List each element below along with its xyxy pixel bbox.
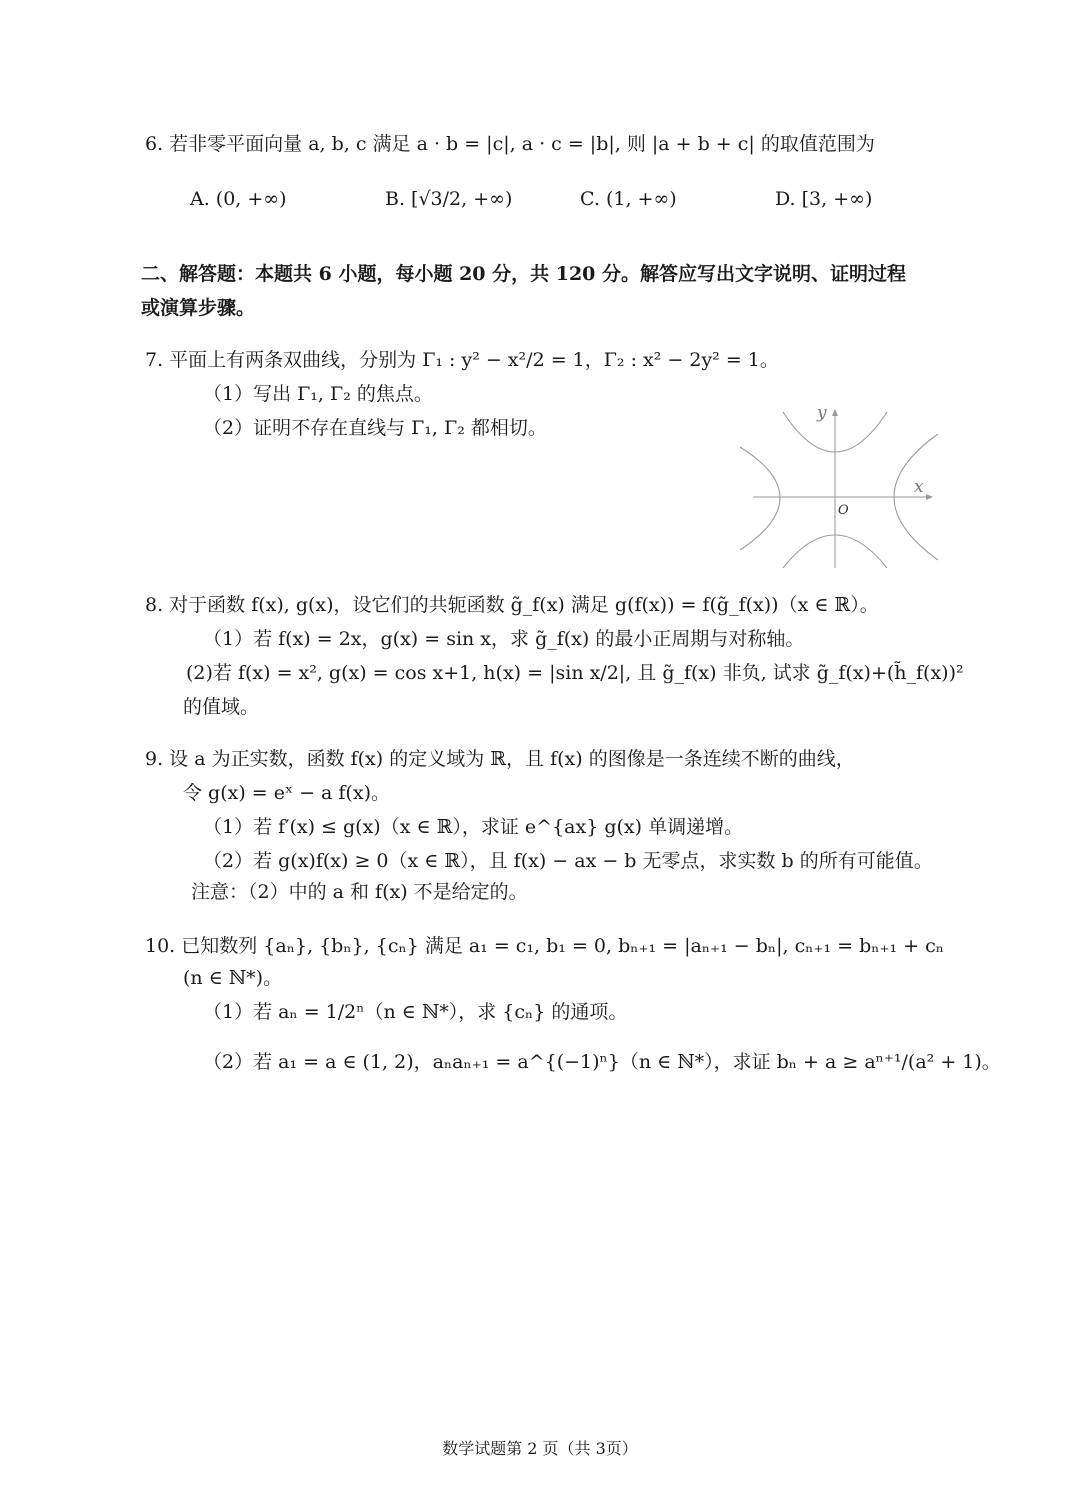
q6-option-a: A. (0, +∞) [190, 188, 287, 210]
x-axis-label: x [914, 477, 924, 497]
section2-heading-line1: 二、解答题：本题共 6 小题，每小题 20 分，共 120 分。解答应写出文字说明、证明过程 [141, 263, 907, 285]
q8-part1: （1）若 f(x) = 2x，g(x) = sin x，求 g̃_f(x) 的最小正周期与对称轴。 [203, 628, 805, 650]
q7-part2: （2）证明不存在直线与 Γ₁, Γ₂ 都相切。 [203, 417, 547, 439]
q9-stem-continued: 令 g(x) = eˣ − a f(x)。 [183, 782, 390, 804]
q10-part1: （1）若 aₙ = 1/2ⁿ（n ∈ ℕ*），求 {cₙ} 的通项。 [203, 1001, 628, 1023]
y-axis-label: y [817, 403, 827, 423]
q9-note: 注意：（2）中的 a 和 f(x) 不是给定的。 [191, 881, 528, 903]
left-branch [740, 447, 780, 550]
q6-option-c: C. (1, +∞) [580, 188, 677, 210]
q10-stem-continued: (n ∈ ℕ*)。 [183, 967, 283, 989]
q9-part2: （2）若 g(x)f(x) ≥ 0（x ∈ ℝ），且 f(x) − ax − b 无零点，求实数 b 的所有可能值。 [203, 850, 933, 872]
q8-stem: 8. 对于函数 f(x), g(x)，设它们的共轭函数 g̃_f(x) 满足 g(f(x)) = f(g̃_f(x))（x ∈ ℝ）。 [145, 594, 879, 616]
q10-part2: （2）若 a₁ = a ∈ (1, 2)，aₙaₙ₊₁ = a^{(−1)ⁿ}（n ∈ ℕ*），求证 bₙ + a ≥ aⁿ⁺¹/(a² + 1)。 [203, 1051, 1001, 1073]
q10-stem: 10. 已知数列 {aₙ}, {bₙ}, {cₙ} 满足 a₁ = c₁, b₁ = 0, bₙ₊₁ = |aₙ₊₁ − bₙ|, cₙ₊₁ = bₙ₊₁ + cₙ [145, 935, 944, 957]
q8-part2: (2)若 f(x) = x², g(x) = cos x+1, h(x) = |sin x/2|, 且 g̃_f(x) 非负, 试求 g̃_f(x)+(h̃_f(x))² [186, 662, 964, 684]
q9-stem: 9. 设 a 为正实数，函数 f(x) 的定义域为 ℝ，且 f(x) 的图像是一条连续不断的曲线， [145, 748, 855, 770]
page-footer: 数学试题第 2 页（共 3页） [442, 1439, 638, 1458]
q7-stem: 7. 平面上有两条双曲线，分别为 Γ₁ : y² − x²/2 = 1，Γ₂ : x² − 2y² = 1。 [145, 349, 779, 371]
q6-option-d: D. [3, +∞) [775, 188, 873, 210]
q6-stem: 6. 若非零平面向量 a, b, c 满足 a · b = |c|, a · c = |b|, 则 |a + b + c| 的取值范围为 [145, 133, 875, 155]
q8-part2-continued: 的值域。 [183, 696, 260, 718]
section2-heading-line2: 或演算步骤。 [141, 297, 256, 319]
q9-part1: （1）若 f′(x) ≤ g(x)（x ∈ ℝ），求证 e^{ax} g(x) 单调递增。 [203, 816, 744, 838]
origin-label: O [838, 503, 849, 518]
q7-part1: （1）写出 Γ₁, Γ₂ 的焦点。 [203, 383, 433, 405]
hyperbola-figure [728, 400, 943, 575]
q6-option-b: B. [√3/2, +∞) [385, 188, 513, 210]
